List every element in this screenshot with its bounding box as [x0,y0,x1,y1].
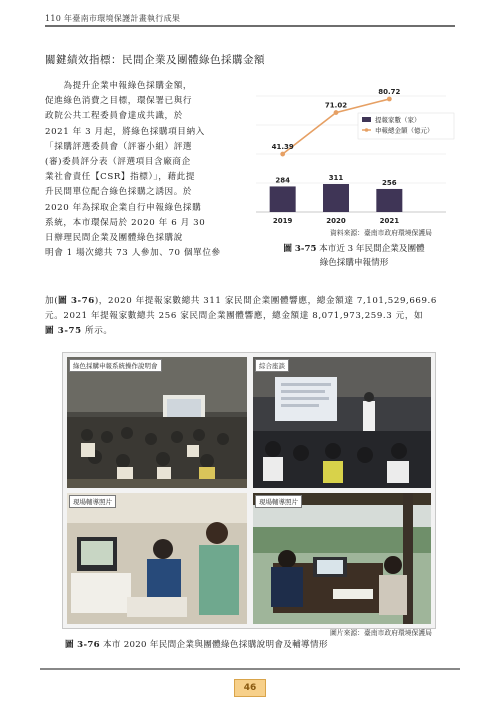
running-header: 110 年臺南市環境保護計畫執行成果 [45,14,181,23]
chart-caption-ref: 圖 3-75 [283,244,317,254]
body-line-1 [45,294,457,309]
page-number: 46 [234,679,266,697]
intro-line: 為提升企業申報綠色採購金額， [45,81,193,91]
amount-value-label: 80.72 [378,87,401,96]
footer-divider [40,668,460,670]
photo-label: 綜合座談 [255,359,289,372]
body-line-2: 元。2021 年提報家數總共 256 家民間企業團體響應，總金額達 8,071,973,259.3 元，如 [45,311,424,322]
photo-collage [62,352,436,629]
body-text: 所示。 [81,326,113,337]
bar-2019 [270,186,296,212]
figure-ref-3-75: 圖 3-75 [45,326,82,337]
chart-caption [254,242,454,270]
intro-line: 日辦理民間企業及團體綠色採購說 [45,233,183,244]
x-tick-label: 2021 [379,217,400,225]
intro-line: 2021 年 3 月起，將綠色採購項目納入 [45,126,205,137]
chart-legend [358,113,454,139]
bar-2020 [323,184,349,212]
x-tick-label: 2019 [272,217,293,225]
x-tick-label: 2020 [326,217,346,225]
chart-caption-line1: 本市近 3 年民間企業及團體 [316,244,425,254]
field-guidance-outdoor-image [253,493,431,624]
chart-source: 資料來源：臺南市政府環境保護局 [330,229,432,237]
amount-point [334,110,339,115]
body-paragraph [45,294,457,340]
legend-swatch-bar [362,117,371,122]
intro-line: 2020 年為採取企業自行申報綠色採購 [45,202,202,213]
photo-field-guidance-2 [253,493,431,624]
intro-line: 升民間單位配合綠色採購之誘因。於 [45,187,193,198]
intro-line: 「採購評選委員會（評審小組）評選 [45,141,193,152]
amount-point [387,97,392,102]
legend-swatch-point [365,128,369,132]
photo-label: 現場輔導照片 [69,495,116,508]
intro-line: 促進綠色消費之目標，環保署已與行 [45,96,193,107]
legend-label-amount: 申報總金額（億元） [375,126,434,135]
chart-bars [270,184,403,212]
photo-label: 現場輔導照片 [255,495,302,508]
amount-value-label: 71.02 [324,101,348,110]
photo-caption [65,638,328,650]
header-divider [45,25,455,27]
intro-line: 明會 1 場次總共 73 人參加、70 個單位參 [45,248,221,259]
seminar-photo-image [67,357,247,488]
amount-point [280,152,285,157]
chart-caption-line2: 綠色採購申報情形 [319,258,389,268]
photo-discussion [253,357,431,488]
discussion-photo-image [253,357,431,488]
photo-seminar [67,357,247,488]
bar-value-label: 256 [382,178,397,187]
bar-value-label: 284 [275,176,290,185]
chart-svg [250,82,458,232]
green-procurement-chart [250,82,458,244]
photo-field-guidance-1 [67,493,247,624]
photo-caption-text: 本市 2020 年民間企業與團體綠色採購說明會及輔導情形 [99,640,328,650]
body-text: )，2020 年提報家數總共 311 家民間企業團體響應，總金額達 7,101,529,669.6 [94,296,437,306]
amount-value-label: 41.39 [271,143,294,152]
photo-label: 綠色採購申報系統操作說明會 [69,359,162,372]
bar-2021 [376,189,402,212]
intro-line: (審)委員評分表（評選項目含廠商企 [45,157,191,168]
intro-line: 業社會責任【CSR】指標）」，藉此提 [45,172,196,183]
bar-value-label: 311 [328,174,344,183]
photo-caption-ref: 圖 3-76 [65,640,100,650]
body-line-3 [45,324,457,339]
intro-line: 政院公共工程委員會達成共識，於 [45,111,183,122]
photo-source: 圖片來源：臺南市政府環境保護局 [330,629,432,637]
intro-paragraph [45,79,253,261]
field-guidance-photo-image [67,493,247,624]
body-text: 加( [45,296,59,306]
legend-label-count: 提報家數（家） [375,116,421,124]
figure-ref-3-76: 圖 3-76 [58,296,95,306]
intro-line: 系統，本市環保局於 2020 年 6 月 30 [45,217,206,228]
section-title: 關鍵績效指標：民間企業及團體綠色採購金額 [45,54,265,66]
